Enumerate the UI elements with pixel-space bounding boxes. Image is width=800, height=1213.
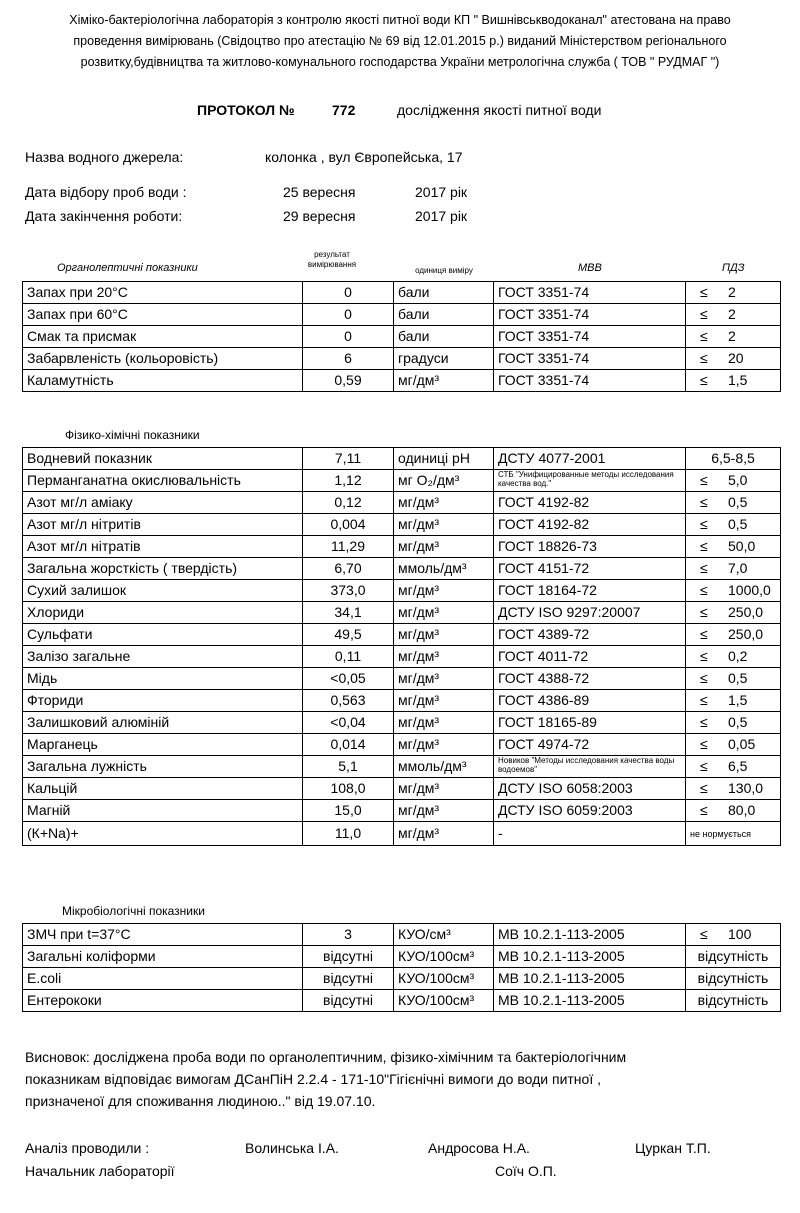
limit-value: 6,5	[728, 758, 748, 774]
result-value: відсутні	[303, 946, 394, 968]
head-label: Начальник лабораторії	[25, 1163, 175, 1179]
limit-cell	[686, 602, 781, 624]
param-name: Загальні коліформи	[23, 946, 303, 968]
param-name: Магній	[23, 800, 303, 822]
method: ДСТУ ISO 6059:2003	[494, 800, 686, 822]
result-value: 0	[303, 282, 394, 304]
limit-value: не нормується	[690, 829, 752, 839]
param-name: Залізо загальне	[23, 646, 303, 668]
table-row	[23, 304, 781, 326]
method: ГОСТ 3351-74	[494, 370, 686, 392]
table-row	[23, 370, 781, 392]
method: ГОСТ 4386-89	[494, 690, 686, 712]
table-row	[23, 946, 781, 968]
limit-comparator: ≤	[700, 306, 708, 322]
unit: мг/дм³	[394, 514, 494, 536]
limit-cell	[686, 646, 781, 668]
limit-value: 50,0	[728, 538, 756, 554]
limit-cell	[686, 448, 781, 470]
table-row	[23, 778, 781, 800]
result-value: 49,5	[303, 624, 394, 646]
unit: мг/дм³	[394, 690, 494, 712]
param-name: Забарвленість (кольоровість)	[23, 348, 303, 370]
result-value: <0,05	[303, 668, 394, 690]
result-value: 3	[303, 924, 394, 946]
conclusion	[25, 1046, 626, 1112]
limit-value: відсутність	[697, 970, 769, 986]
analyst-3: Цуркан Т.П.	[635, 1140, 711, 1156]
method: ДСТУ ISO 9297:20007	[494, 602, 686, 624]
sampling-date-label: Дата відбору проб води :	[25, 184, 187, 200]
header-line-2: проведення вимірювань (Свідоцтво про атестацію № 69 від 12.01.2015 р.) виданий Міністерством регіонального	[73, 34, 727, 48]
sampling-date-year: 2017 рік	[415, 184, 468, 200]
param-name: Загальна жорсткість ( твердість)	[23, 558, 303, 580]
method: ГОСТ 3351-74	[494, 282, 686, 304]
method: -	[494, 822, 686, 846]
param-name: Кальцій	[23, 778, 303, 800]
unit: ммоль/дм³	[394, 558, 494, 580]
result-value: 373,0	[303, 580, 394, 602]
limit-cell	[686, 712, 781, 734]
table-row	[23, 822, 781, 846]
param-name: Смак та присмак	[23, 326, 303, 348]
unit: мг/дм³	[394, 580, 494, 602]
result-value: 15,0	[303, 800, 394, 822]
limit-value: 250,0	[728, 604, 764, 620]
unit: градуси	[394, 348, 494, 370]
param-name: ЗМЧ при t=37°С	[23, 924, 303, 946]
table-row	[23, 514, 781, 536]
col-organoleptic: Органолептичні показники	[57, 262, 198, 274]
limit-comparator: ≤	[700, 372, 708, 388]
limit-cell	[686, 492, 781, 514]
limit-value: 2	[728, 306, 736, 322]
limit-value: 1000,0	[728, 582, 771, 598]
param-name: Марганець	[23, 734, 303, 756]
result-value: 0,004	[303, 514, 394, 536]
limit-cell	[686, 624, 781, 646]
table-row	[23, 492, 781, 514]
limit-value: 100	[728, 926, 752, 942]
limit-cell	[686, 514, 781, 536]
analyst-1: Волинська І.А.	[245, 1140, 339, 1156]
unit: мг/дм³	[394, 668, 494, 690]
limit-cell	[686, 668, 781, 690]
result-value: 108,0	[303, 778, 394, 800]
table-row	[23, 734, 781, 756]
limit-comparator: ≤	[700, 926, 708, 942]
result-value: 7,11	[303, 448, 394, 470]
limit-value: 5,0	[728, 472, 748, 488]
unit: мг/дм³	[394, 712, 494, 734]
source-label: Назва водного джерела:	[25, 149, 184, 165]
param-name: (К+Na)+	[23, 822, 303, 846]
limit-value: відсутність	[697, 992, 769, 1008]
limit-comparator: ≤	[700, 472, 708, 488]
method: МВ 10.2.1-113-2005	[494, 968, 686, 990]
limit-cell	[686, 990, 781, 1012]
param-name: Сухий залишок	[23, 580, 303, 602]
param-name: Азот мг/л аміаку	[23, 492, 303, 514]
param-name: E.coli	[23, 968, 303, 990]
limit-cell	[686, 778, 781, 800]
table-row	[23, 990, 781, 1012]
limit-cell	[686, 326, 781, 348]
limit-value: 7,0	[728, 560, 748, 576]
col-method: МВВ	[578, 262, 602, 274]
limit-cell	[686, 734, 781, 756]
param-name: Сульфати	[23, 624, 303, 646]
result-value: 0,59	[303, 370, 394, 392]
result-value: 11,29	[303, 536, 394, 558]
result-value: 1,12	[303, 470, 394, 492]
unit: мг О₂/дм³	[394, 470, 494, 492]
table-row	[23, 580, 781, 602]
limit-comparator: ≤	[700, 780, 708, 796]
limit-comparator: ≤	[700, 284, 708, 300]
limit-cell	[686, 580, 781, 602]
method: МВ 10.2.1-113-2005	[494, 990, 686, 1012]
result-value: 0,563	[303, 690, 394, 712]
unit: мг/дм³	[394, 646, 494, 668]
param-name: Азот мг/л нітритів	[23, 514, 303, 536]
result-value: 11,0	[303, 822, 394, 846]
col-limit: ПДЗ	[722, 262, 745, 274]
limit-value: 6,5-8,5	[711, 450, 755, 466]
sampling-date-day: 25 вересня	[283, 184, 356, 200]
organoleptic-table	[22, 281, 781, 392]
limit-comparator: ≤	[700, 582, 708, 598]
method: ГОСТ 4011-72	[494, 646, 686, 668]
result-value: 5,1	[303, 756, 394, 778]
limit-value: відсутність	[697, 948, 769, 964]
unit: КУО/100см³	[394, 946, 494, 968]
method: МВ 10.2.1-113-2005	[494, 924, 686, 946]
param-name: Каламутність	[23, 370, 303, 392]
method: СТБ "Унифицированные методы исследования качества вод."	[494, 470, 686, 492]
limit-comparator: ≤	[700, 626, 708, 642]
table-row	[23, 646, 781, 668]
limit-value: 2	[728, 328, 736, 344]
limit-value: 1,5	[728, 692, 748, 708]
limit-cell	[686, 370, 781, 392]
result-value: 0	[303, 326, 394, 348]
result-value: 6,70	[303, 558, 394, 580]
unit: мг/дм³	[394, 778, 494, 800]
limit-cell	[686, 690, 781, 712]
col-unit: одиниця виміру	[415, 266, 473, 275]
limit-value: 2	[728, 284, 736, 300]
method: ГОСТ 3351-74	[494, 348, 686, 370]
limit-value: 0,5	[728, 494, 748, 510]
conclusion-line-3: призначеної для споживання людиною.." від 19.07.10.	[25, 1093, 376, 1109]
conclusion-line-2: показникам відповідає вимогам ДСанПіН 2.2.4 - 171-10"Гігієнічні вимоги до води питної ,	[25, 1071, 601, 1087]
limit-cell	[686, 304, 781, 326]
method: Новиков "Методы исследования качества воды водоемов"	[494, 756, 686, 778]
source-value: колонка , вул Європейська, 17	[265, 149, 463, 165]
unit: мг/дм³	[394, 370, 494, 392]
protocol-subject: дослідження якості питної води	[397, 102, 602, 118]
analysis-label: Аналіз проводили :	[25, 1140, 150, 1156]
method: ГОСТ 4192-82	[494, 492, 686, 514]
method: ГОСТ 18826-73	[494, 536, 686, 558]
limit-comparator: ≤	[700, 494, 708, 510]
param-name: Ентерококи	[23, 990, 303, 1012]
physchem-title: Фізико-хімічні показники	[65, 428, 200, 442]
limit-cell	[686, 924, 781, 946]
limit-value: 0,5	[728, 670, 748, 686]
method: ГОСТ 4388-72	[494, 668, 686, 690]
table-row	[23, 712, 781, 734]
param-name: Запах при 60°С	[23, 304, 303, 326]
limit-value: 1,5	[728, 372, 748, 388]
limit-cell	[686, 800, 781, 822]
table-row	[23, 924, 781, 946]
unit: мг/дм³	[394, 536, 494, 558]
limit-comparator: ≤	[700, 802, 708, 818]
limit-cell	[686, 536, 781, 558]
param-name: Азот мг/л нітратів	[23, 536, 303, 558]
analyst-2: Андросова Н.А.	[428, 1140, 530, 1156]
param-name: Залишковий алюміній	[23, 712, 303, 734]
method: ДСТУ 4077-2001	[494, 448, 686, 470]
limit-value: 130,0	[728, 780, 764, 796]
protocol-number: 772	[332, 102, 356, 118]
micro-table	[22, 923, 781, 1012]
method: ДСТУ ISO 6058:2003	[494, 778, 686, 800]
limit-cell	[686, 470, 781, 492]
limit-value: 250,0	[728, 626, 764, 642]
unit: КУО/100см³	[394, 968, 494, 990]
table-row	[23, 624, 781, 646]
table-row	[23, 326, 781, 348]
limit-comparator: ≤	[700, 604, 708, 620]
table-row	[23, 756, 781, 778]
micro-title: Мікробіологічні показники	[62, 904, 205, 918]
param-name: Фториди	[23, 690, 303, 712]
result-value: 0	[303, 304, 394, 326]
header-line-3: розвитку,будівництва та житлово-комунального господарства України метрологічна служба ( ТОВ " РУДМАГ ")	[80, 55, 720, 69]
protocol-label: ПРОТОКОЛ №	[197, 102, 295, 118]
limit-value: 0,5	[728, 714, 748, 730]
result-value: 0,014	[303, 734, 394, 756]
table-row	[23, 558, 781, 580]
limit-value: 20	[728, 350, 744, 366]
limit-cell	[686, 946, 781, 968]
result-value: відсутні	[303, 968, 394, 990]
col-result: результат вимірювання	[307, 250, 357, 269]
method: ГОСТ 4151-72	[494, 558, 686, 580]
table-row	[23, 448, 781, 470]
table-row	[23, 602, 781, 624]
limit-comparator: ≤	[700, 758, 708, 774]
table-row	[23, 470, 781, 492]
limit-value: 80,0	[728, 802, 756, 818]
table-row	[23, 690, 781, 712]
unit: мг/дм³	[394, 800, 494, 822]
param-name: Загальна лужність	[23, 756, 303, 778]
method: ГОСТ 18165-89	[494, 712, 686, 734]
result-value: 34,1	[303, 602, 394, 624]
table-row	[23, 800, 781, 822]
unit: мг/дм³	[394, 624, 494, 646]
limit-value: 0,05	[728, 736, 756, 752]
unit: бали	[394, 282, 494, 304]
limit-comparator: ≤	[700, 328, 708, 344]
limit-cell	[686, 756, 781, 778]
unit: мг/дм³	[394, 602, 494, 624]
unit: мг/дм³	[394, 822, 494, 846]
method: ГОСТ 3351-74	[494, 326, 686, 348]
unit: КУО/см³	[394, 924, 494, 946]
result-value: відсутні	[303, 990, 394, 1012]
table-row	[23, 536, 781, 558]
limit-comparator: ≤	[700, 350, 708, 366]
result-value: 0,11	[303, 646, 394, 668]
end-date-day: 29 вересня	[283, 208, 356, 224]
table-row	[23, 282, 781, 304]
unit: мг/дм³	[394, 734, 494, 756]
head-name: Соїч О.П.	[495, 1163, 557, 1179]
param-name: Водневий показник	[23, 448, 303, 470]
unit: одиниці рН	[394, 448, 494, 470]
limit-cell	[686, 968, 781, 990]
unit: бали	[394, 326, 494, 348]
end-date-year: 2017 рік	[415, 208, 468, 224]
result-value: 0,12	[303, 492, 394, 514]
conclusion-line-1: Висновок: досліджена проба води по органолептичним, фізико-хімічним та бактеріологічним	[25, 1049, 627, 1065]
limit-comparator: ≤	[700, 538, 708, 554]
limit-comparator: ≤	[700, 516, 708, 532]
physchem-table	[22, 447, 781, 846]
param-name: Перманганатна окислювальність	[23, 470, 303, 492]
method: ГОСТ 4192-82	[494, 514, 686, 536]
header-line-1: Хіміко-бактеріологічна лабораторія з контролю якості питної води КП " Вишнівськводоканал" атестована на право	[69, 13, 731, 27]
limit-cell	[686, 558, 781, 580]
limit-comparator: ≤	[700, 648, 708, 664]
table-row	[23, 348, 781, 370]
limit-cell	[686, 822, 781, 846]
limit-comparator: ≤	[700, 736, 708, 752]
param-name: Запах при 20°С	[23, 282, 303, 304]
unit: бали	[394, 304, 494, 326]
unit: КУО/100см³	[394, 990, 494, 1012]
lab-accreditation-header	[20, 10, 780, 73]
table-row	[23, 968, 781, 990]
method: ГОСТ 3351-74	[494, 304, 686, 326]
limit-comparator: ≤	[700, 714, 708, 730]
unit: мг/дм³	[394, 492, 494, 514]
limit-value: 0,2	[728, 648, 748, 664]
method: ГОСТ 18164-72	[494, 580, 686, 602]
method: ГОСТ 4974-72	[494, 734, 686, 756]
method: МВ 10.2.1-113-2005	[494, 946, 686, 968]
limit-comparator: ≤	[700, 670, 708, 686]
param-name: Мідь	[23, 668, 303, 690]
table-row	[23, 668, 781, 690]
limit-cell	[686, 348, 781, 370]
limit-cell	[686, 282, 781, 304]
param-name: Хлориди	[23, 602, 303, 624]
limit-comparator: ≤	[700, 560, 708, 576]
unit: ммоль/дм³	[394, 756, 494, 778]
limit-comparator: ≤	[700, 692, 708, 708]
method: ГОСТ 4389-72	[494, 624, 686, 646]
result-value: 6	[303, 348, 394, 370]
end-date-label: Дата закінчення роботи:	[25, 208, 183, 224]
result-value: <0,04	[303, 712, 394, 734]
limit-value: 0,5	[728, 516, 748, 532]
